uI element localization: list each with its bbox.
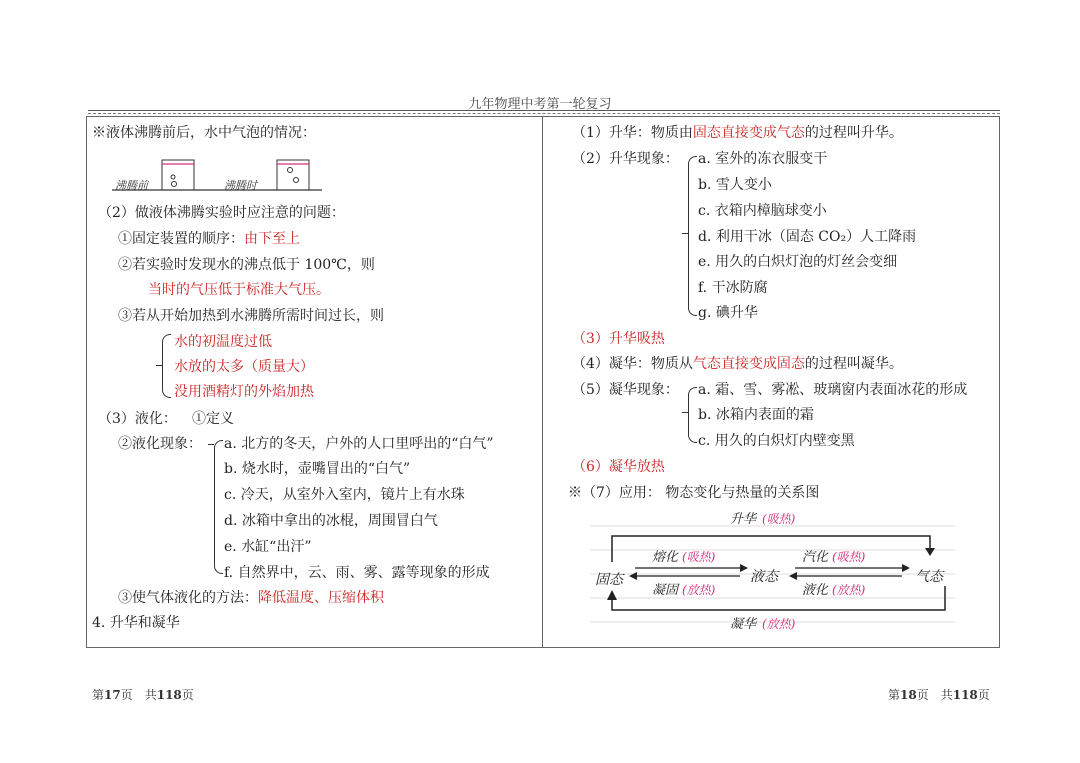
- footer-right-page: 18: [900, 688, 917, 702]
- bubble-title: ※液体沸腾前后，水中气泡的情况：: [92, 125, 316, 141]
- s4-suffix: 的过程叫凝华。: [804, 356, 903, 372]
- deposition-arrowhead: [607, 590, 617, 600]
- sublimation-brace-tip: [682, 233, 688, 234]
- q3-phen-e: e. 水缸“出汗”: [224, 539, 312, 555]
- s1-suffix: 的过程叫升华。: [804, 125, 903, 141]
- sketch-label-before: 沸腾前: [115, 179, 148, 192]
- q2-reason-1: 水的初温度过低: [174, 334, 272, 350]
- q3-phen-c: c. 冷天，从室外入室内，镜片上有水珠: [224, 487, 465, 503]
- gas-state: 气态: [915, 569, 943, 585]
- s4-prefix: （4）凝华：物质从: [572, 356, 693, 372]
- sublimation-arrowhead: [925, 548, 935, 556]
- reasons-brace: [162, 334, 171, 398]
- s5-item-b: b. 冰箱内表面的霜: [698, 407, 814, 423]
- footer-right-total: 118: [952, 688, 978, 702]
- q2-title: （2）做液体沸腾实验时应注意的问题：: [98, 205, 345, 221]
- header-rule: [88, 110, 1000, 111]
- q2-item2: ②若实验时发现水的沸点低于 100℃，则: [118, 257, 375, 273]
- s5-item-a: a. 霜、雪、雾凇、玻璃窗内表面冰花的形成: [698, 382, 968, 398]
- q3-method-label: ③使气体液化的方法：: [118, 590, 258, 606]
- footer-right-page-number: [888, 686, 990, 703]
- q2-item1: [118, 230, 300, 248]
- melting-arrowhead: [740, 564, 748, 572]
- s5-item-c: c. 用久的白炽灯内壁变黑: [698, 433, 855, 449]
- s1-prefix: （1）升华：物质由: [572, 125, 693, 141]
- footer-left-mid: 页 共: [120, 688, 157, 702]
- sublimation-absorbs-heat: （3）升华吸热: [572, 331, 665, 347]
- phenomena-brace-tip: [208, 444, 214, 445]
- condensation-label: 液化: [802, 583, 829, 598]
- column-divider: [542, 116, 543, 648]
- q2-item1-answer: 由下至上: [244, 231, 300, 247]
- solid-state: 固态: [595, 572, 623, 588]
- condensation-note: (放热): [832, 583, 866, 597]
- q3-method: [118, 589, 384, 607]
- sketch-label-during: 沸腾时: [224, 179, 257, 192]
- s4-highlight: 气态直接变成固态: [692, 356, 805, 372]
- section-4-heading: 4. 升华和凝华: [92, 615, 180, 631]
- s2-item-g: g. 碘升华: [698, 305, 758, 321]
- q3-title: （3）液化：: [98, 411, 177, 427]
- s2-item-c: c. 衣箱内樟脑球变小: [698, 203, 827, 219]
- melting-note: (吸热): [682, 550, 716, 564]
- q2-item2-answer: 当时的气压低于标准大气压。: [148, 282, 330, 298]
- vaporization-arrowhead: [902, 564, 910, 572]
- freezing-note: (放热): [682, 583, 716, 597]
- application-heading: ※（7）应用： 物态变化与热量的关系图: [568, 485, 820, 501]
- q3-phen-d: d. 冰箱中拿出的冰棍，周围冒白气: [224, 513, 438, 529]
- footer-right-suffix: 页: [977, 688, 990, 702]
- s1-highlight: 固态直接变成气态: [692, 125, 805, 141]
- s2-item-d: d. 利用干冰（固态 CO₂）人工降雨: [698, 229, 917, 245]
- deposition-phenomena-label: （5）凝华现象：: [572, 382, 679, 398]
- header-rule-dashed: [88, 113, 1000, 114]
- footer-left-prefix: 第: [92, 688, 105, 702]
- q2-item3: ③若从开始加热到水沸腾所需时间过长，则: [118, 308, 384, 324]
- vaporization-note: (吸热): [832, 550, 866, 564]
- footer-left-page: 17: [104, 688, 121, 702]
- sublimation-note: (吸热): [762, 512, 796, 526]
- q3-phenomena-label: ②液化现象：: [118, 436, 202, 452]
- melting-label: 熔化: [652, 550, 679, 565]
- boiling-bubbles-sketch: [112, 148, 342, 196]
- sublimation-definition: [572, 124, 903, 142]
- footer-right-prefix: 第: [888, 688, 901, 702]
- deposition-note: (放热): [762, 617, 796, 631]
- deposition-releases-heat: （6）凝华放热: [572, 459, 665, 475]
- s2-item-b: b. 雪人变小: [698, 177, 772, 193]
- q3-phen-f: f. 自然界中，云、雨、雾、露等现象的形成: [224, 565, 490, 581]
- s2-item-f: f. 干冰防腐: [698, 280, 768, 296]
- deposition-brace-tip: [682, 412, 688, 413]
- footer-left-total: 118: [156, 688, 182, 702]
- state-change-diagram: [590, 506, 960, 636]
- deposition-label: 凝华: [730, 617, 757, 632]
- sublimation-label: 升华: [730, 512, 757, 527]
- freezing-arrowhead: [629, 572, 637, 580]
- liquid-state: 液态: [750, 569, 778, 585]
- q3-definition: ①定义: [192, 411, 234, 427]
- reasons-brace-tip: [156, 365, 162, 366]
- freezing-label: 凝固: [652, 583, 679, 598]
- q2-reason-3: 没用酒精灯的外焰加热: [174, 384, 314, 400]
- footer-right-mid: 页 共: [916, 688, 953, 702]
- q3-method-answer: 降低温度、压缩体积: [258, 590, 384, 606]
- footer-left-page-number: [92, 686, 194, 703]
- q3-phen-a: a. 北方的冬天，户外的人口里呼出的“白气”: [224, 436, 494, 452]
- sublimation-brace: [688, 156, 697, 316]
- q3-phen-b: b. 烧水时，壶嘴冒出的“白气”: [224, 461, 411, 477]
- condensation-arrowhead: [789, 572, 797, 580]
- sublimation-phenomena-label: （2）升华现象：: [572, 151, 679, 167]
- deposition-definition: [572, 355, 903, 373]
- deposition-brace: [688, 387, 697, 443]
- vaporization-label: 汽化: [802, 550, 829, 565]
- q2-item1-label: ①固定装置的顺序：: [118, 231, 244, 247]
- s2-item-e: e. 用久的白炽灯泡的灯丝会变细: [698, 254, 898, 270]
- footer-left-suffix: 页: [181, 688, 194, 702]
- page-header-title: 九年物理中考第一轮复习: [468, 97, 612, 112]
- phenomena-brace: [214, 440, 223, 574]
- q2-reason-2: 水放的太多（质量大）: [174, 359, 314, 375]
- s2-item-a: a. 室外的冻衣服变干: [698, 151, 828, 167]
